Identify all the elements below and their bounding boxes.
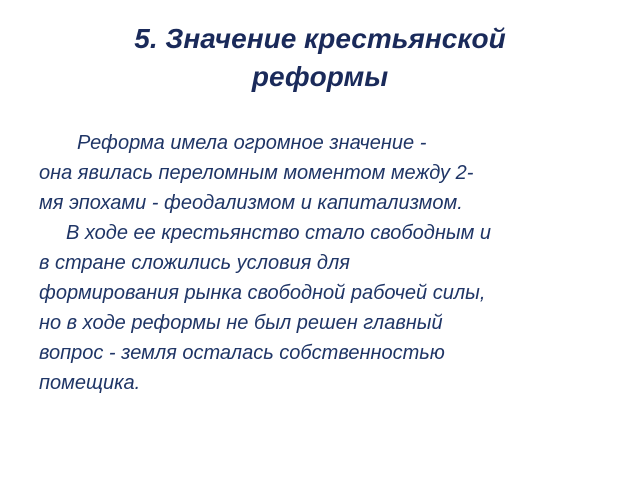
body-line-1: Реформа имела огромное значение - (77, 132, 427, 154)
body-line-8: вопрос - земля осталась собственностью (39, 342, 445, 364)
body-line-2: она явилась переломным моментом между 2- (39, 162, 474, 184)
body-line-5: в стране сложились условия для (39, 252, 350, 274)
slide-title (40, 20, 600, 96)
body-line-7: но в ходе реформы не был решен главный (39, 312, 443, 334)
slide-title-line-1: 5. Значение крестьянской (134, 23, 506, 54)
slide-title-line-2: реформы (251, 61, 389, 92)
body-line-6: формирования рынка свободной рабочей силы, (39, 282, 486, 304)
body-line-9: помещика. (39, 372, 141, 394)
body-line-4: В ходе ее крестьянство стало свободным и (66, 222, 491, 244)
body-line-3: мя эпохами - феодализмом и капитализмом. (39, 192, 463, 214)
slide-body-text (39, 128, 609, 398)
